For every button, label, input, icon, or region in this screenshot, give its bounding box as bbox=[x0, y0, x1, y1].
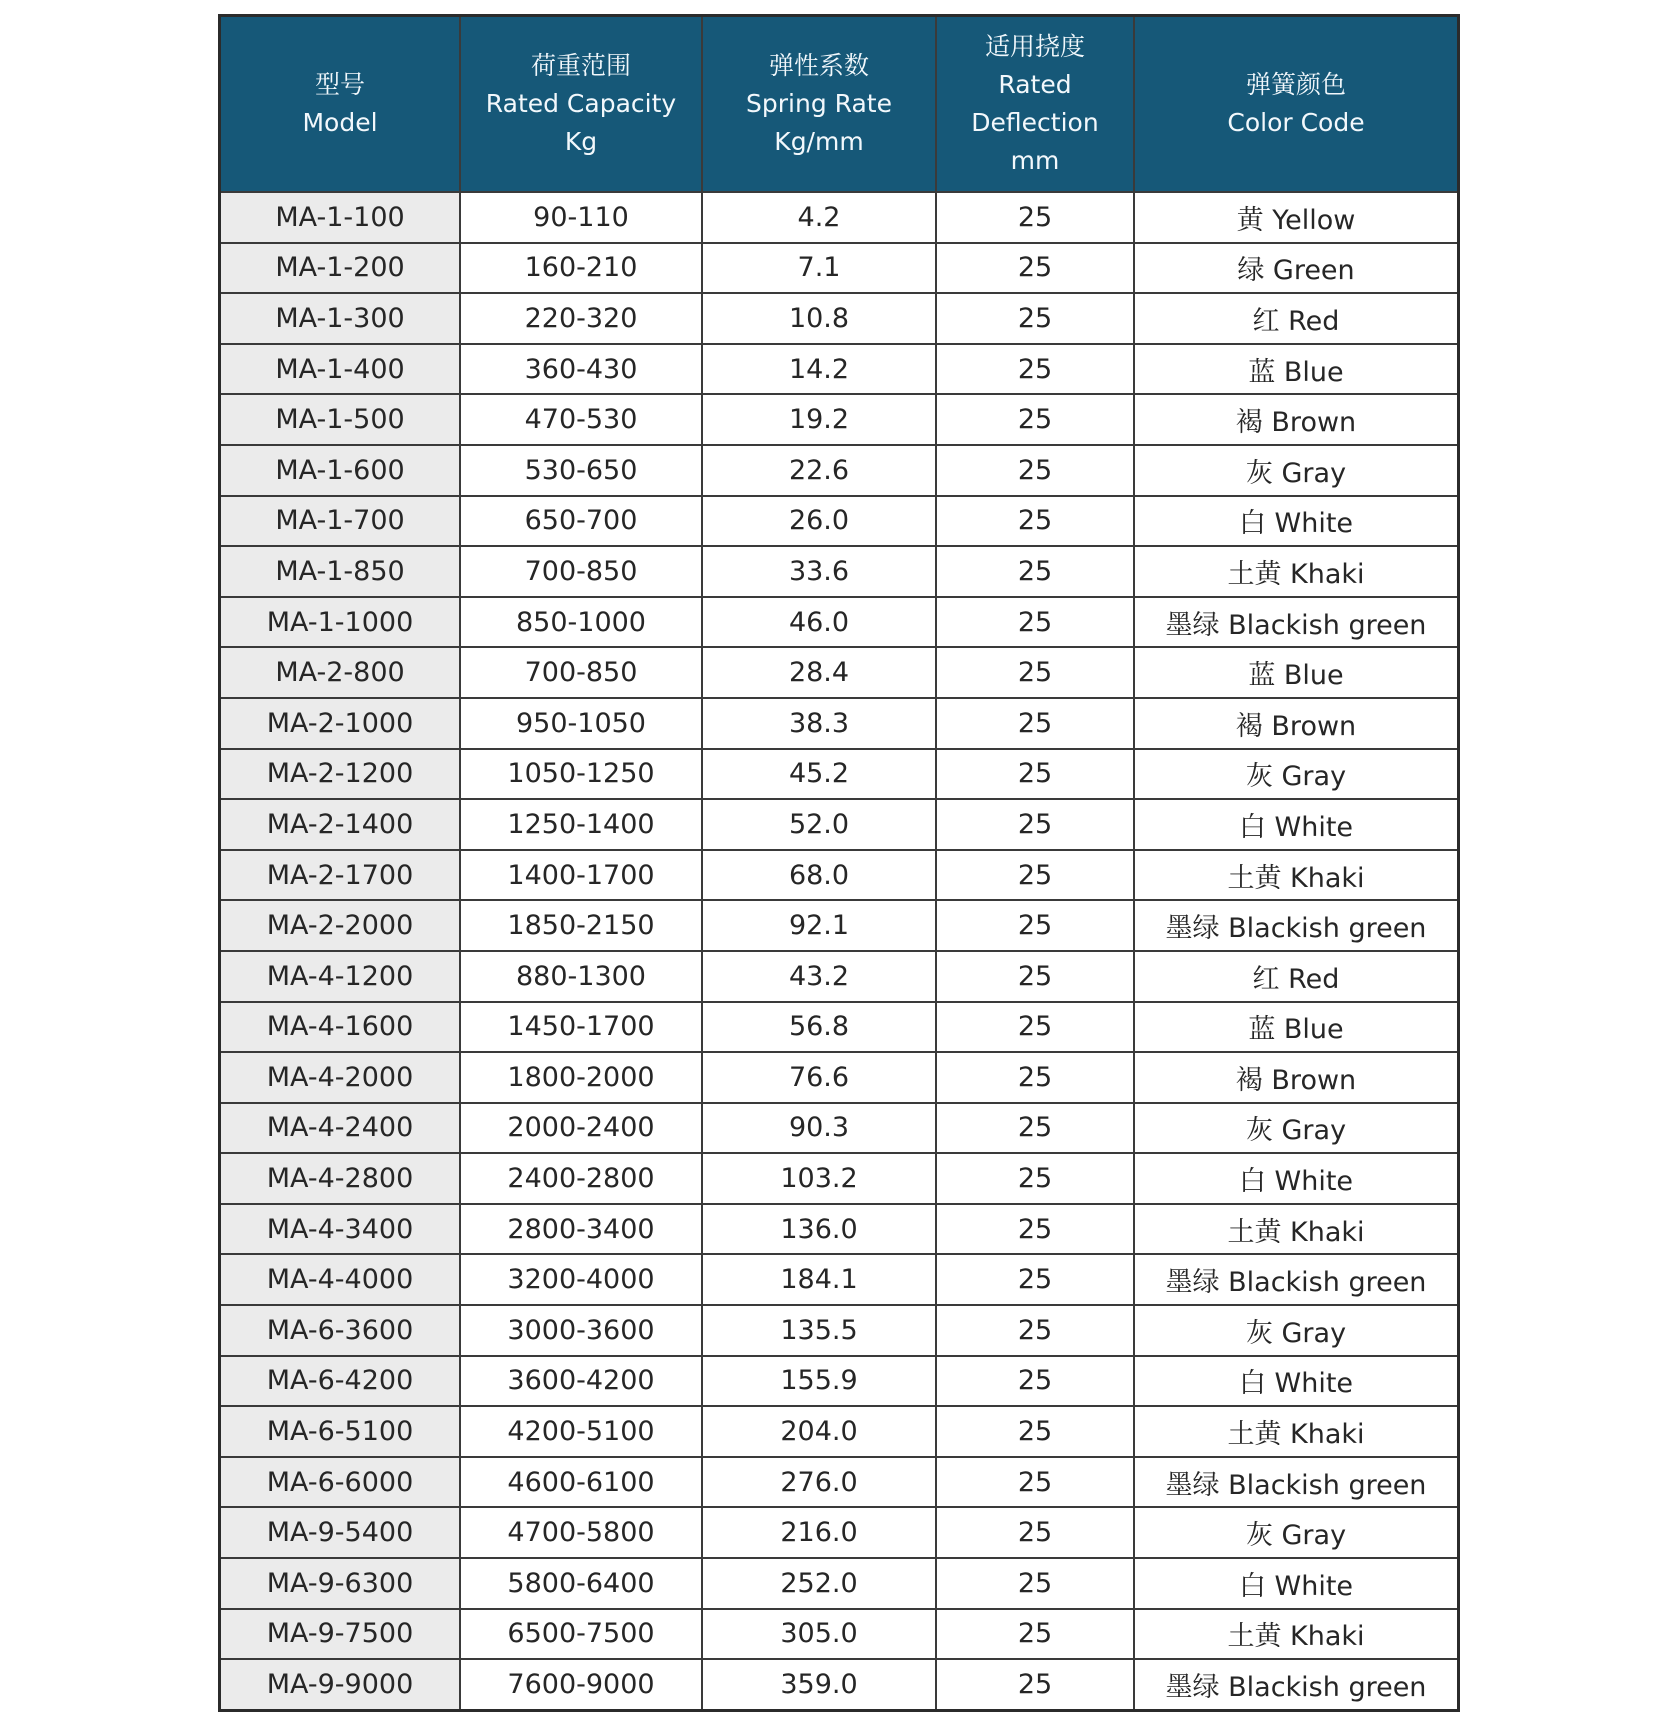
cell-rate: 359.0 bbox=[702, 1659, 936, 1710]
cell-rate: 38.3 bbox=[702, 698, 936, 749]
cell-model: MA-4-2400 bbox=[220, 1103, 461, 1154]
table-row bbox=[220, 344, 1459, 395]
table-row bbox=[220, 1305, 1459, 1356]
cell-capacity: 220-320 bbox=[460, 293, 702, 344]
header-line: 适用挠度 bbox=[984, 32, 1085, 61]
cell-model: MA-1-850 bbox=[220, 546, 461, 597]
cell-model: MA-6-3600 bbox=[220, 1305, 461, 1356]
table-header bbox=[220, 16, 1459, 193]
cell-rate: 92.1 bbox=[702, 900, 936, 951]
cell-capacity: 4600-6100 bbox=[460, 1457, 702, 1508]
cell-model: MA-1-400 bbox=[220, 344, 461, 395]
header-line: 弹簧颜色 bbox=[1245, 70, 1346, 99]
cell-capacity: 650-700 bbox=[460, 496, 702, 547]
cell-deflection: 25 bbox=[936, 1659, 1134, 1710]
cell-model: MA-1-200 bbox=[220, 243, 461, 294]
table-row bbox=[220, 698, 1459, 749]
cell-color: 黄 Yellow bbox=[1134, 192, 1459, 243]
cell-deflection: 25 bbox=[936, 1406, 1134, 1457]
cell-rate: 76.6 bbox=[702, 1052, 936, 1103]
cell-rate: 14.2 bbox=[702, 344, 936, 395]
cell-color: 绿 Green bbox=[1134, 243, 1459, 294]
header-line: Color Code bbox=[1227, 108, 1365, 137]
cell-deflection: 25 bbox=[936, 546, 1134, 597]
cell-model: MA-2-800 bbox=[220, 647, 461, 698]
cell-rate: 26.0 bbox=[702, 496, 936, 547]
cell-rate: 19.2 bbox=[702, 394, 936, 445]
cell-model: MA-4-4000 bbox=[220, 1254, 461, 1305]
table-row bbox=[220, 243, 1459, 294]
cell-model: MA-4-2000 bbox=[220, 1052, 461, 1103]
cell-deflection: 25 bbox=[936, 1204, 1134, 1255]
cell-rate: 56.8 bbox=[702, 1002, 936, 1053]
table-row bbox=[220, 1457, 1459, 1508]
table-row bbox=[220, 1103, 1459, 1154]
cell-color: 墨绿 Blackish green bbox=[1134, 1457, 1459, 1508]
cell-capacity: 7600-9000 bbox=[460, 1659, 702, 1710]
cell-color: 土黄 Khaki bbox=[1134, 1204, 1459, 1255]
cell-capacity: 1050-1250 bbox=[460, 749, 702, 800]
header-line: 荷重范围 bbox=[530, 51, 631, 80]
cell-rate: 46.0 bbox=[702, 597, 936, 648]
cell-color: 土黄 Khaki bbox=[1134, 1406, 1459, 1457]
cell-color: 灰 Gray bbox=[1134, 445, 1459, 496]
table-row bbox=[220, 1356, 1459, 1407]
header-line: Spring Rate bbox=[746, 89, 892, 118]
cell-model: MA-2-1000 bbox=[220, 698, 461, 749]
cell-deflection: 25 bbox=[936, 850, 1134, 901]
cell-model: MA-6-4200 bbox=[220, 1356, 461, 1407]
cell-capacity: 2400-2800 bbox=[460, 1153, 702, 1204]
header-line: 弹性系数 bbox=[768, 51, 869, 80]
cell-deflection: 25 bbox=[936, 192, 1134, 243]
cell-rate: 22.6 bbox=[702, 445, 936, 496]
cell-model: MA-1-500 bbox=[220, 394, 461, 445]
cell-capacity: 4200-5100 bbox=[460, 1406, 702, 1457]
cell-model: MA-2-1700 bbox=[220, 850, 461, 901]
table-row bbox=[220, 951, 1459, 1002]
cell-model: MA-4-1600 bbox=[220, 1002, 461, 1053]
table-row bbox=[220, 192, 1459, 243]
cell-rate: 305.0 bbox=[702, 1609, 936, 1660]
cell-color: 墨绿 Blackish green bbox=[1134, 1254, 1459, 1305]
table-row bbox=[220, 1507, 1459, 1558]
cell-capacity: 2800-3400 bbox=[460, 1204, 702, 1255]
cell-deflection: 25 bbox=[936, 900, 1134, 951]
cell-deflection: 25 bbox=[936, 344, 1134, 395]
cell-color: 蓝 Blue bbox=[1134, 647, 1459, 698]
cell-rate: 136.0 bbox=[702, 1204, 936, 1255]
cell-capacity: 700-850 bbox=[460, 546, 702, 597]
cell-capacity: 4700-5800 bbox=[460, 1507, 702, 1558]
cell-color: 灰 Gray bbox=[1134, 1305, 1459, 1356]
column-header-color bbox=[1134, 16, 1459, 193]
header-line: 型号 bbox=[314, 70, 365, 99]
cell-capacity: 160-210 bbox=[460, 243, 702, 294]
cell-capacity: 1450-1700 bbox=[460, 1002, 702, 1053]
table-row bbox=[220, 1002, 1459, 1053]
cell-color: 白 White bbox=[1134, 496, 1459, 547]
cell-rate: 135.5 bbox=[702, 1305, 936, 1356]
table-row bbox=[220, 1254, 1459, 1305]
header-row bbox=[220, 16, 1459, 193]
cell-capacity: 1400-1700 bbox=[460, 850, 702, 901]
cell-color: 墨绿 Blackish green bbox=[1134, 597, 1459, 648]
cell-capacity: 880-1300 bbox=[460, 951, 702, 1002]
table-row bbox=[220, 293, 1459, 344]
cell-color: 灰 Gray bbox=[1134, 749, 1459, 800]
cell-color: 红 Red bbox=[1134, 951, 1459, 1002]
cell-deflection: 25 bbox=[936, 698, 1134, 749]
cell-rate: 276.0 bbox=[702, 1457, 936, 1508]
cell-deflection: 25 bbox=[936, 1558, 1134, 1609]
cell-capacity: 3200-4000 bbox=[460, 1254, 702, 1305]
cell-model: MA-4-1200 bbox=[220, 951, 461, 1002]
cell-model: MA-4-2800 bbox=[220, 1153, 461, 1204]
cell-capacity: 360-430 bbox=[460, 344, 702, 395]
table-row bbox=[220, 749, 1459, 800]
cell-color: 土黄 Khaki bbox=[1134, 1609, 1459, 1660]
cell-capacity: 3600-4200 bbox=[460, 1356, 702, 1407]
header-line: Kg/mm bbox=[774, 127, 864, 156]
cell-capacity: 530-650 bbox=[460, 445, 702, 496]
cell-deflection: 25 bbox=[936, 445, 1134, 496]
spring-spec-sheet bbox=[218, 14, 1460, 1712]
cell-color: 白 White bbox=[1134, 799, 1459, 850]
cell-capacity: 470-530 bbox=[460, 394, 702, 445]
cell-capacity: 90-110 bbox=[460, 192, 702, 243]
cell-color: 土黄 Khaki bbox=[1134, 546, 1459, 597]
header-line: Model bbox=[302, 108, 378, 137]
cell-deflection: 25 bbox=[936, 1002, 1134, 1053]
cell-model: MA-9-7500 bbox=[220, 1609, 461, 1660]
cell-rate: 204.0 bbox=[702, 1406, 936, 1457]
cell-rate: 155.9 bbox=[702, 1356, 936, 1407]
cell-model: MA-2-1200 bbox=[220, 749, 461, 800]
cell-model: MA-1-700 bbox=[220, 496, 461, 547]
cell-model: MA-9-9000 bbox=[220, 1659, 461, 1710]
cell-capacity: 850-1000 bbox=[460, 597, 702, 648]
cell-model: MA-6-5100 bbox=[220, 1406, 461, 1457]
cell-rate: 43.2 bbox=[702, 951, 936, 1002]
cell-capacity: 950-1050 bbox=[460, 698, 702, 749]
table-row bbox=[220, 900, 1459, 951]
cell-color: 灰 Gray bbox=[1134, 1103, 1459, 1154]
header-line: Kg bbox=[564, 127, 598, 156]
cell-capacity: 5800-6400 bbox=[460, 1558, 702, 1609]
cell-deflection: 25 bbox=[936, 394, 1134, 445]
table-row bbox=[220, 394, 1459, 445]
table-row bbox=[220, 799, 1459, 850]
cell-deflection: 25 bbox=[936, 951, 1134, 1002]
cell-rate: 90.3 bbox=[702, 1103, 936, 1154]
table-row bbox=[220, 597, 1459, 648]
cell-color: 褐 Brown bbox=[1134, 394, 1459, 445]
cell-rate: 52.0 bbox=[702, 799, 936, 850]
cell-rate: 68.0 bbox=[702, 850, 936, 901]
cell-deflection: 25 bbox=[936, 1356, 1134, 1407]
cell-deflection: 25 bbox=[936, 1507, 1134, 1558]
table-row bbox=[220, 1609, 1459, 1660]
cell-capacity: 3000-3600 bbox=[460, 1305, 702, 1356]
column-header-model bbox=[220, 16, 461, 193]
column-header-deflection bbox=[936, 16, 1134, 193]
cell-color: 褐 Brown bbox=[1134, 698, 1459, 749]
column-header-capacity bbox=[460, 16, 702, 193]
cell-color: 蓝 Blue bbox=[1134, 1002, 1459, 1053]
cell-model: MA-9-6300 bbox=[220, 1558, 461, 1609]
cell-capacity: 1850-2150 bbox=[460, 900, 702, 951]
cell-capacity: 2000-2400 bbox=[460, 1103, 702, 1154]
cell-deflection: 25 bbox=[936, 799, 1134, 850]
cell-deflection: 25 bbox=[936, 749, 1134, 800]
table-row bbox=[220, 496, 1459, 547]
header-line: Deflection bbox=[971, 108, 1099, 137]
table-row bbox=[220, 850, 1459, 901]
table-row bbox=[220, 1558, 1459, 1609]
cell-deflection: 25 bbox=[936, 1457, 1134, 1508]
cell-color: 灰 Gray bbox=[1134, 1507, 1459, 1558]
cell-color: 白 White bbox=[1134, 1153, 1459, 1204]
cell-color: 白 White bbox=[1134, 1558, 1459, 1609]
cell-deflection: 25 bbox=[936, 1254, 1134, 1305]
cell-color: 土黄 Khaki bbox=[1134, 850, 1459, 901]
cell-deflection: 25 bbox=[936, 1609, 1134, 1660]
cell-model: MA-1-100 bbox=[220, 192, 461, 243]
cell-deflection: 25 bbox=[936, 1103, 1134, 1154]
cell-rate: 33.6 bbox=[702, 546, 936, 597]
cell-model: MA-1-1000 bbox=[220, 597, 461, 648]
cell-model: MA-1-300 bbox=[220, 293, 461, 344]
cell-model: MA-6-6000 bbox=[220, 1457, 461, 1508]
table-row bbox=[220, 1406, 1459, 1457]
cell-rate: 103.2 bbox=[702, 1153, 936, 1204]
cell-model: MA-2-2000 bbox=[220, 900, 461, 951]
cell-model: MA-1-600 bbox=[220, 445, 461, 496]
cell-color: 蓝 Blue bbox=[1134, 344, 1459, 395]
spring-spec-table bbox=[218, 14, 1460, 1712]
cell-color: 红 Red bbox=[1134, 293, 1459, 344]
table-row bbox=[220, 647, 1459, 698]
cell-deflection: 25 bbox=[936, 1153, 1134, 1204]
header-line: Rated bbox=[998, 70, 1072, 99]
cell-color: 褐 Brown bbox=[1134, 1052, 1459, 1103]
cell-deflection: 25 bbox=[936, 1305, 1134, 1356]
header-line: mm bbox=[1010, 146, 1060, 175]
cell-rate: 252.0 bbox=[702, 1558, 936, 1609]
cell-capacity: 700-850 bbox=[460, 647, 702, 698]
cell-color: 墨绿 Blackish green bbox=[1134, 1659, 1459, 1710]
cell-rate: 184.1 bbox=[702, 1254, 936, 1305]
cell-model: MA-2-1400 bbox=[220, 799, 461, 850]
table-row bbox=[220, 546, 1459, 597]
cell-rate: 7.1 bbox=[702, 243, 936, 294]
cell-deflection: 25 bbox=[936, 496, 1134, 547]
table-body bbox=[220, 192, 1459, 1710]
cell-color: 墨绿 Blackish green bbox=[1134, 900, 1459, 951]
cell-color: 白 White bbox=[1134, 1356, 1459, 1407]
header-line: Rated Capacity bbox=[485, 89, 677, 118]
table-row bbox=[220, 1052, 1459, 1103]
column-header-rate bbox=[702, 16, 936, 193]
table-row bbox=[220, 1153, 1459, 1204]
cell-deflection: 25 bbox=[936, 597, 1134, 648]
cell-model: MA-9-5400 bbox=[220, 1507, 461, 1558]
cell-deflection: 25 bbox=[936, 243, 1134, 294]
cell-deflection: 25 bbox=[936, 647, 1134, 698]
cell-capacity: 6500-7500 bbox=[460, 1609, 702, 1660]
cell-capacity: 1250-1400 bbox=[460, 799, 702, 850]
table-row bbox=[220, 445, 1459, 496]
cell-rate: 28.4 bbox=[702, 647, 936, 698]
cell-rate: 4.2 bbox=[702, 192, 936, 243]
cell-rate: 10.8 bbox=[702, 293, 936, 344]
cell-deflection: 25 bbox=[936, 293, 1134, 344]
cell-rate: 216.0 bbox=[702, 1507, 936, 1558]
table-row bbox=[220, 1659, 1459, 1710]
cell-rate: 45.2 bbox=[702, 749, 936, 800]
cell-capacity: 1800-2000 bbox=[460, 1052, 702, 1103]
table-row bbox=[220, 1204, 1459, 1255]
cell-model: MA-4-3400 bbox=[220, 1204, 461, 1255]
cell-deflection: 25 bbox=[936, 1052, 1134, 1103]
